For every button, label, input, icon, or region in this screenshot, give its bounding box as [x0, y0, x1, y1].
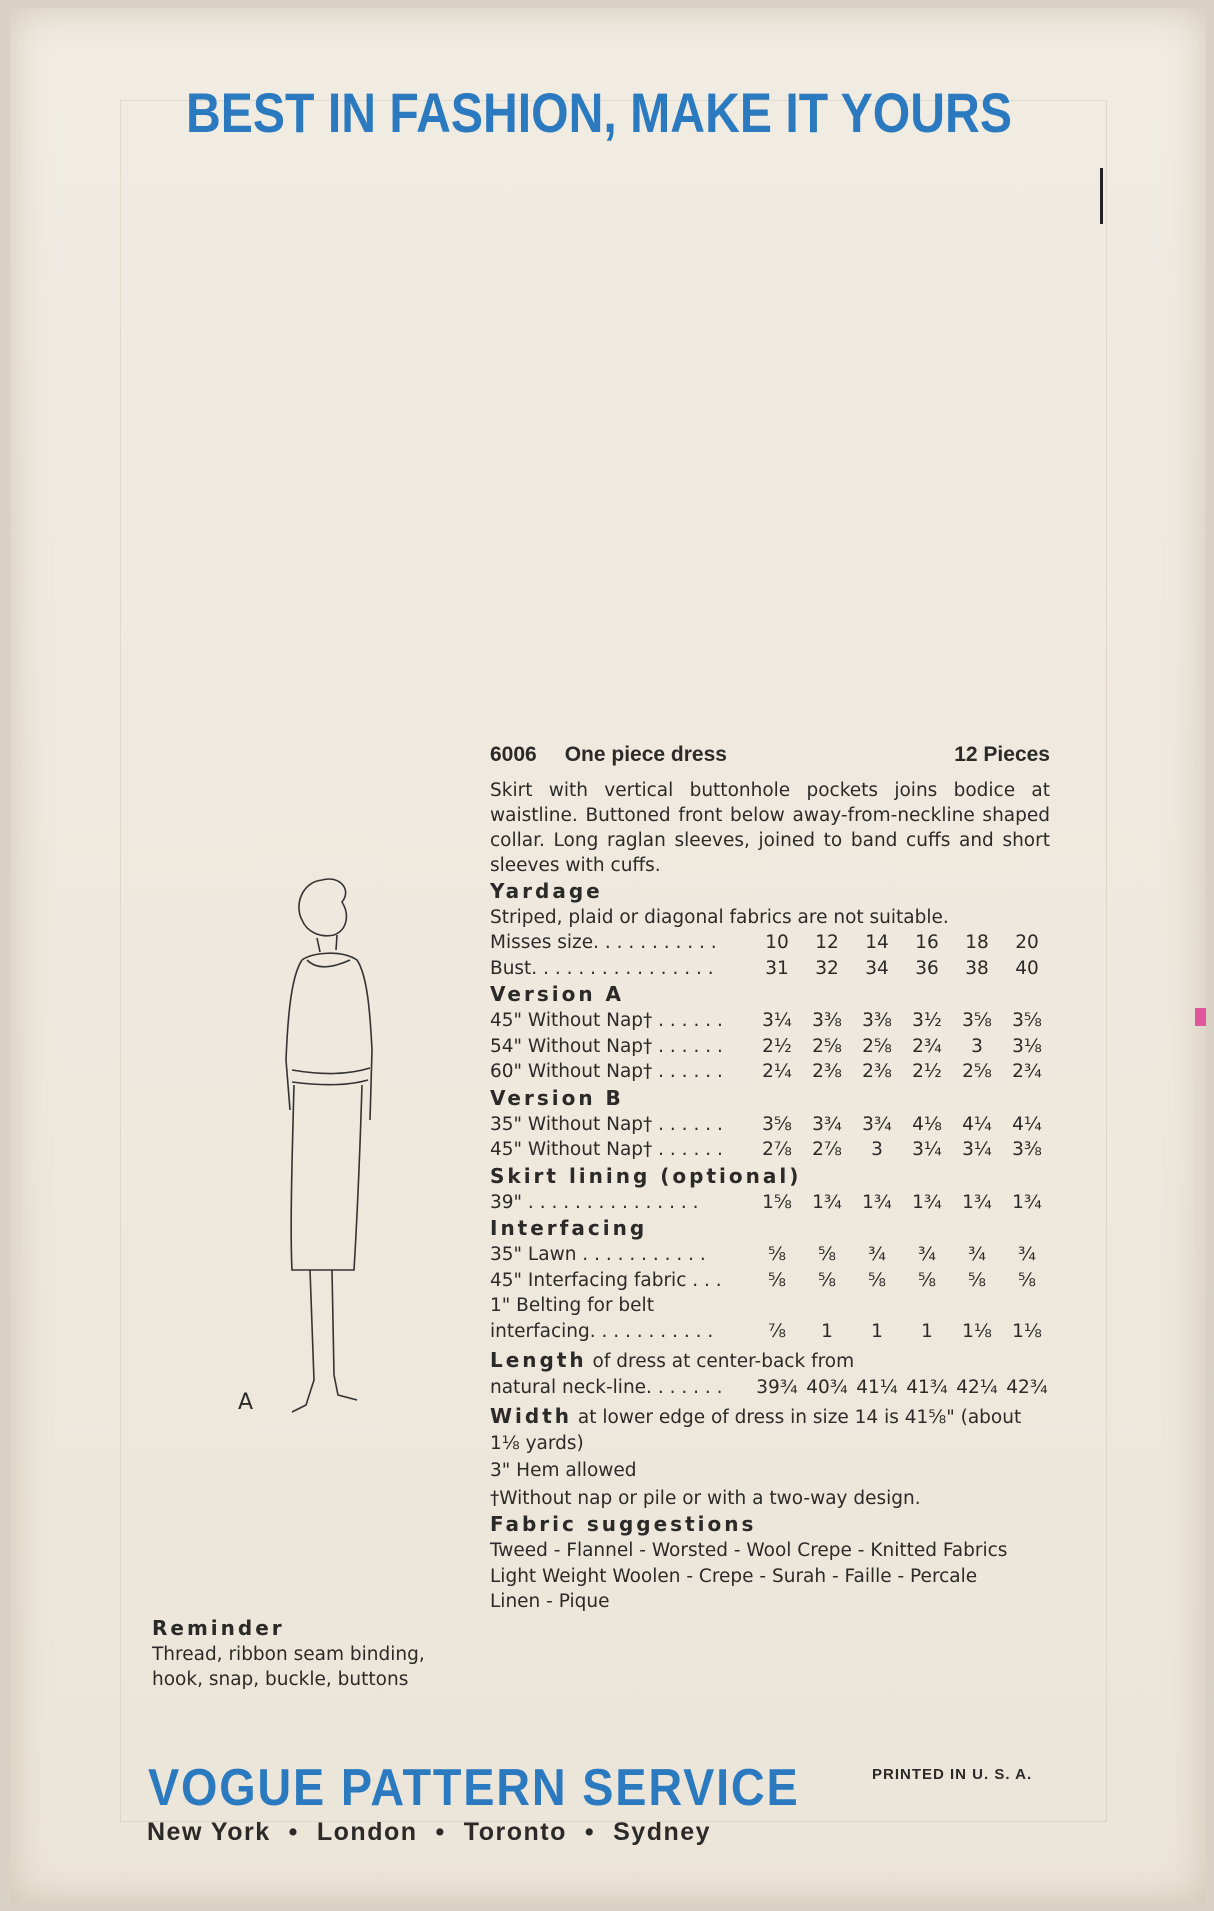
yardage-heading: Yardage: [490, 878, 603, 903]
yardage-value: 3⅝: [1012, 1010, 1042, 1031]
yardage-value: 2⅜: [862, 1061, 892, 1082]
yardage-row: [490, 1059, 1050, 1085]
yardage-value: 3¾: [862, 1113, 892, 1135]
printed-in-usa: PRINTED IN U. S. A.: [872, 1766, 1033, 1783]
yardage-value: 4⅛: [912, 1113, 942, 1135]
yardage-value: ¾: [918, 1244, 936, 1265]
yardage-value: ¾: [868, 1244, 886, 1265]
city: Toronto: [463, 1818, 567, 1846]
fabric-line: Light Weight Woolen - Crepe - Surah - Faille - Percale: [490, 1565, 978, 1587]
yardage-value: 1⅝: [762, 1191, 792, 1213]
yardage-value: 36: [915, 957, 939, 979]
yardage-value: ⅝: [918, 1269, 936, 1291]
yardage-value: ⅝: [768, 1244, 786, 1265]
yardage-row: [490, 1137, 1050, 1163]
yardage-value: 2⅞: [762, 1139, 792, 1160]
yardage-value: [902, 1293, 952, 1319]
yardage-table: [490, 981, 1050, 1344]
yardage-value: 20: [1015, 932, 1039, 953]
yardage-value: 3¾: [812, 1113, 842, 1135]
yardage-value: [852, 1293, 902, 1319]
yardage-row: [490, 1242, 1050, 1268]
yardage-value: ⅝: [1018, 1269, 1036, 1291]
yardage-value: ⅝: [818, 1244, 836, 1265]
yardage-value: 3⅝: [762, 1113, 792, 1135]
yardage-value: [952, 1293, 1002, 1319]
city-list: New York • London • Toronto • Sydney: [147, 1818, 712, 1846]
yardage-value: 3¼: [962, 1139, 992, 1160]
piece-count: 12 Pieces: [954, 743, 1050, 766]
hem-note: 3" Hem allowed: [490, 1460, 637, 1481]
yardage-value: 10: [765, 932, 789, 953]
brand-name: VOGUE PATTERN SERVICE: [148, 1759, 800, 1817]
pattern-info: [490, 742, 1050, 1615]
yardage-value: 42¾: [1006, 1376, 1048, 1398]
yardage-value: 2⅝: [962, 1061, 992, 1082]
yardage-value: 1⅛: [962, 1320, 992, 1342]
row-label: 60" Without Nap† . . . . . .: [490, 1061, 723, 1082]
figure-label: A: [238, 1390, 254, 1415]
yardage-value: 1¾: [912, 1191, 942, 1213]
yardage-value: ¾: [1018, 1244, 1036, 1265]
yardage-value: 1¾: [1012, 1191, 1042, 1213]
headline: BEST IN FASHION, MAKE IT YOURS: [186, 81, 1012, 144]
yardage-value: 3⅜: [812, 1010, 842, 1031]
yardage-value: 1¾: [812, 1191, 842, 1213]
yardage-value: 2¾: [1012, 1061, 1042, 1082]
section-heading: Skirt lining (optional): [490, 1163, 802, 1188]
pattern-name: One piece dress: [564, 743, 727, 766]
row-label: Misses size. . . . . . . . . . .: [490, 932, 717, 953]
row-label: 54" Without Nap† . . . . . .: [490, 1035, 723, 1057]
fabric-line: Tweed - Flannel - Worsted - Wool Crepe - Knitted Fabrics: [490, 1540, 1008, 1561]
yardage-value: 1: [921, 1320, 933, 1342]
reminder: [152, 1615, 425, 1692]
yardage-row: [490, 1293, 1050, 1319]
yardage-value: 40: [1015, 957, 1039, 979]
row-label: 45" Without Nap† . . . . . .: [490, 1010, 723, 1031]
yardage-value: 38: [965, 957, 989, 979]
row-label: Bust. . . . . . . . . . . . . . . .: [490, 957, 714, 979]
yardage-row: [490, 1268, 1050, 1294]
yardage-value: 2¾: [912, 1035, 942, 1057]
yardage-row: [490, 1112, 1050, 1138]
row-label: interfacing. . . . . . . . . . .: [490, 1320, 714, 1342]
yardage-value: 4¼: [1012, 1113, 1042, 1135]
yardage-value: 4¼: [962, 1113, 992, 1135]
yardage-value: 1¾: [862, 1191, 892, 1213]
size-row: [490, 930, 1050, 956]
yardage-value: ¾: [968, 1244, 986, 1265]
yardage-value: 1: [821, 1320, 833, 1342]
reminder-heading: Reminder: [152, 1616, 285, 1640]
yardage-value: 12: [815, 932, 839, 953]
yardage-value: 1¾: [962, 1191, 992, 1213]
reminder-line: Thread, ribbon seam binding,: [152, 1644, 425, 1665]
yardage-value: 1⅛: [1012, 1320, 1042, 1342]
yardage-value: 18: [965, 932, 989, 953]
fabric-heading: Fabric suggestions: [490, 1512, 757, 1536]
row-label: 35" Lawn . . . . . . . . . . .: [490, 1244, 706, 1265]
yardage-value: ⅞: [768, 1320, 786, 1342]
bust-row: [490, 956, 1050, 982]
row-label: 39" . . . . . . . . . . . . . . .: [490, 1191, 699, 1213]
yardage-row: [490, 1008, 1050, 1034]
row-label: 35" Without Nap† . . . . . .: [490, 1113, 723, 1135]
yardage-value: 2½: [912, 1061, 942, 1082]
reminder-line: hook, snap, buckle, buttons: [152, 1669, 409, 1690]
yardage-value: 34: [865, 957, 889, 979]
row-label: 1" Belting for belt: [490, 1295, 654, 1316]
yardage-value: ⅝: [818, 1269, 836, 1291]
yardage-value: 31: [765, 957, 789, 979]
yardage-row: [490, 1034, 1050, 1060]
section-heading: Version B: [490, 1085, 624, 1110]
width-block: [490, 1404, 1050, 1456]
yardage-value: [1002, 1293, 1052, 1319]
width-text: at lower edge of dress in size 14 is 41⅝" (about 1⅛ yards): [490, 1407, 1022, 1454]
yardage-value: 3½: [912, 1010, 942, 1031]
yardage-value: 2⅝: [862, 1035, 892, 1057]
length-block: [490, 1348, 1050, 1400]
yardage-value: 2⅝: [812, 1035, 842, 1057]
row-label: 45" Interfacing fabric . . .: [490, 1269, 722, 1291]
yardage-value: 2⅞: [812, 1139, 842, 1160]
yardage-value: 3: [871, 1139, 883, 1160]
yardage-value: ⅝: [968, 1269, 986, 1291]
city: Sydney: [613, 1818, 712, 1846]
yardage-value: ⅝: [768, 1269, 786, 1291]
section-heading: Interfacing: [490, 1216, 648, 1240]
dress-illustration: [262, 860, 397, 1430]
yardage-row: [490, 1190, 1050, 1216]
city: New York: [147, 1818, 271, 1846]
yardage-value: 3⅜: [1012, 1139, 1042, 1160]
width-heading: Width: [490, 1404, 573, 1428]
yardage-value: [802, 1293, 852, 1319]
yardage-value: 2¼: [762, 1061, 792, 1082]
nap-note: †Without nap or pile or with a two-way design.: [490, 1487, 921, 1509]
yardage-value: 41¾: [906, 1376, 948, 1398]
yardage-value: 3⅝: [962, 1010, 992, 1031]
row-label: natural neck-line. . . . . . .: [490, 1376, 723, 1398]
yardage-value: 39¾: [756, 1376, 798, 1398]
yardage-value: 2⅜: [812, 1061, 842, 1082]
length-heading: Length: [490, 1348, 587, 1372]
yardage-value: 32: [815, 957, 839, 979]
yardage-value: 3¼: [762, 1010, 792, 1031]
yardage-value: 3⅛: [1012, 1035, 1042, 1057]
yardage-value: 16: [915, 932, 939, 953]
yardage-value: 42¼: [956, 1376, 998, 1398]
yardage-value: 3: [971, 1035, 983, 1057]
yardage-value: 3¼: [912, 1139, 942, 1160]
length-row: [490, 1375, 1050, 1401]
length-text: of dress at center-back from: [586, 1351, 855, 1372]
yardage-value: 3⅜: [862, 1010, 892, 1031]
fabric-line: Linen - Pique: [490, 1591, 610, 1612]
edge-mark: [1100, 168, 1103, 224]
section-heading: Version A: [490, 982, 624, 1006]
yardage-value: 1: [871, 1320, 883, 1342]
yardage-value: [752, 1293, 802, 1319]
yardage-value: 40¾: [806, 1376, 848, 1398]
pattern-description: Skirt with vertical buttonhole pockets joins bodice at waistline. Buttoned front below away-from-neckline shaped collar. Long raglan sleeves, joined to band cuffs and short sleeves with cuffs.: [490, 779, 1050, 876]
pattern-header: [490, 742, 1050, 768]
pink-tab: [1195, 1008, 1206, 1026]
city: London: [316, 1818, 418, 1846]
yardage-value: 14: [865, 932, 889, 953]
yardage-row: [490, 1319, 1050, 1345]
yardage-value: 2½: [762, 1035, 792, 1057]
pattern-number: 6006: [490, 743, 537, 766]
row-label: 45" Without Nap† . . . . . .: [490, 1139, 723, 1160]
yardage-value: 41¼: [856, 1376, 898, 1398]
yardage-note: Striped, plaid or diagonal fabrics are not suitable.: [490, 906, 949, 928]
yardage-value: ⅝: [868, 1269, 886, 1291]
